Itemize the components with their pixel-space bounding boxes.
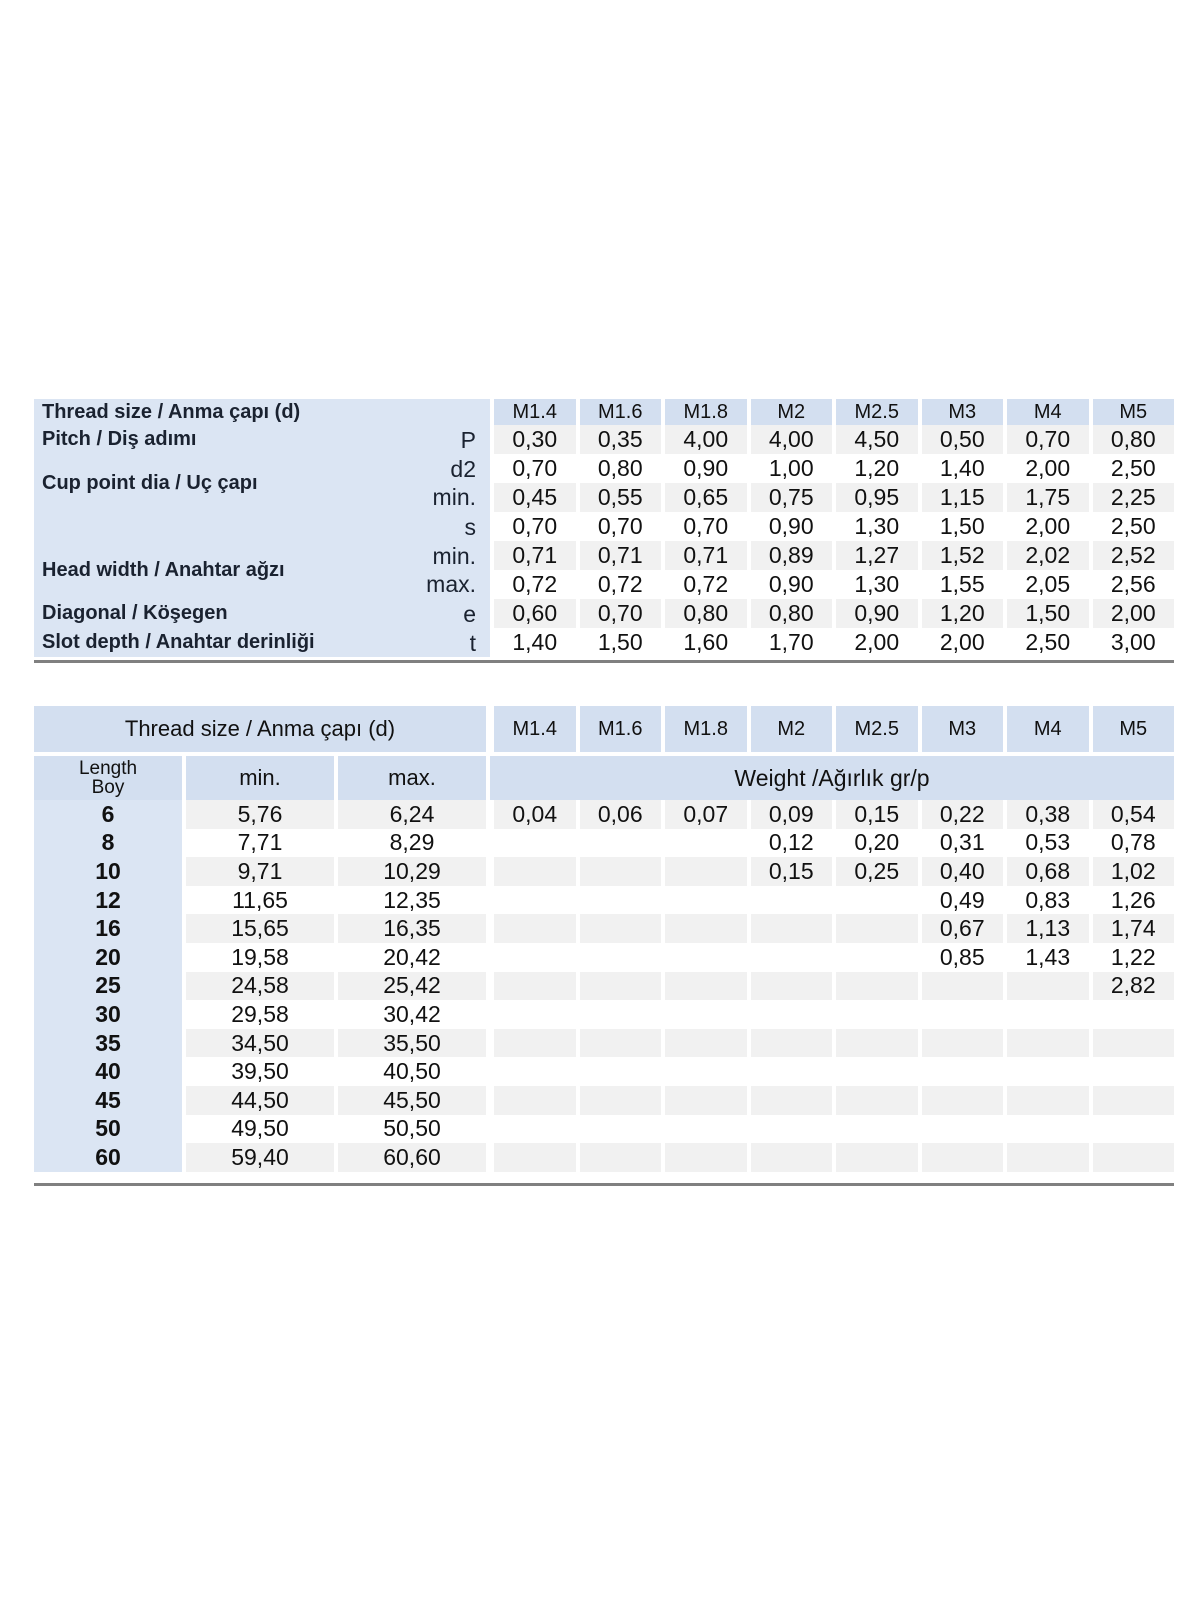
weight-value: 1,02 xyxy=(1089,857,1175,886)
weight-value: 0,85 xyxy=(918,943,1004,972)
dimension-value: 0,72 xyxy=(490,570,576,599)
weight-value: 0,07 xyxy=(661,800,747,829)
thread-size-label: Thread size / Anma çapı (d) xyxy=(34,399,490,425)
size-header: M4 xyxy=(1003,706,1089,752)
row-symbol-group xyxy=(426,542,476,598)
row-label: Diagonal / Köşegen xyxy=(42,602,228,624)
weight-value xyxy=(576,914,662,943)
dimension-value: 1,27 xyxy=(832,541,918,570)
weight-value xyxy=(490,943,576,972)
dimension-value: 0,80 xyxy=(661,599,747,628)
weight-value xyxy=(918,1143,1004,1172)
dimension-value: 1,30 xyxy=(832,570,918,599)
row-label-cell xyxy=(34,425,490,454)
row-symbol: t xyxy=(469,629,476,656)
weight-value xyxy=(832,886,918,915)
weight-value xyxy=(1003,1000,1089,1029)
weight-value xyxy=(747,972,833,1001)
dimension-value: 0,70 xyxy=(1003,425,1089,454)
dimension-value: 1,60 xyxy=(661,628,747,657)
row-symbol: s xyxy=(464,513,476,540)
dimension-value: 1,40 xyxy=(490,628,576,657)
weight-value xyxy=(1003,1086,1089,1115)
weight-value xyxy=(747,1086,833,1115)
weight-value xyxy=(1089,1086,1175,1115)
length-value: 50 xyxy=(34,1115,182,1144)
weight-value: 0,22 xyxy=(918,800,1004,829)
weight-value xyxy=(747,943,833,972)
row-label: Head width / Anahtar ağzı xyxy=(42,558,285,581)
length-value: 45 xyxy=(34,1086,182,1115)
weight-value xyxy=(832,1000,918,1029)
weight-value xyxy=(576,1029,662,1058)
dimension-value: 0,75 xyxy=(747,483,833,512)
weight-value xyxy=(832,1029,918,1058)
dimension-value: 0,71 xyxy=(490,541,576,570)
weight-value xyxy=(918,1057,1004,1086)
size-header: M1.8 xyxy=(661,399,747,425)
weight-value: 0,38 xyxy=(1003,800,1089,829)
weight-value: 1,13 xyxy=(1003,914,1089,943)
row-symbol: e xyxy=(463,600,476,627)
row-label-cell xyxy=(34,454,490,512)
max-value: 25,42 xyxy=(338,972,486,1001)
size-header: M2 xyxy=(747,399,833,425)
weight-value xyxy=(661,1086,747,1115)
length-value: 10 xyxy=(34,857,182,886)
weight-value xyxy=(1089,1115,1175,1144)
weight-value xyxy=(832,1057,918,1086)
weight-header: Weight /Ağırlık gr/p xyxy=(490,756,1174,800)
dimension-value: 0,70 xyxy=(576,599,662,628)
weight-value xyxy=(832,1143,918,1172)
weight-value xyxy=(832,914,918,943)
weight-table-rule xyxy=(34,1183,1174,1186)
size-header: M3 xyxy=(918,706,1004,752)
dimension-value: 0,50 xyxy=(918,425,1004,454)
row-symbol: max. xyxy=(426,571,476,597)
weight-value: 0,15 xyxy=(832,800,918,829)
weight-value: 0,06 xyxy=(576,800,662,829)
boy-label: Boy xyxy=(91,777,125,798)
weight-value xyxy=(661,1057,747,1086)
weight-value xyxy=(490,886,576,915)
weight-value: 0,09 xyxy=(747,800,833,829)
weight-value xyxy=(576,1115,662,1144)
dimension-value: 0,70 xyxy=(490,512,576,541)
max-value: 50,50 xyxy=(338,1115,486,1144)
weight-value: 0,12 xyxy=(747,829,833,858)
weight-value xyxy=(918,972,1004,1001)
weight-value xyxy=(1003,1143,1089,1172)
size-header: M2.5 xyxy=(832,706,918,752)
max-value: 30,42 xyxy=(338,1000,486,1029)
weight-value xyxy=(661,857,747,886)
max-header: max. xyxy=(338,756,486,800)
dimension-value: 2,50 xyxy=(1089,454,1175,483)
min-value: 34,50 xyxy=(186,1029,334,1058)
dimension-value: 0,72 xyxy=(661,570,747,599)
length-value: 20 xyxy=(34,943,182,972)
row-symbol-group xyxy=(465,513,477,541)
dimension-value: 2,00 xyxy=(918,628,1004,657)
dimension-value: 1,55 xyxy=(918,570,1004,599)
dimension-value: 2,25 xyxy=(1089,483,1175,512)
weight-value xyxy=(747,1029,833,1058)
dimension-value: 2,50 xyxy=(1089,512,1175,541)
weight-value xyxy=(1003,1115,1089,1144)
length-value: 25 xyxy=(34,972,182,1001)
size-header: M1.8 xyxy=(661,706,747,752)
row-symbol-group xyxy=(461,426,476,454)
weight-value xyxy=(832,943,918,972)
weight-value xyxy=(747,886,833,915)
size-header: M4 xyxy=(1003,399,1089,425)
length-value: 16 xyxy=(34,914,182,943)
weight-value: 0,67 xyxy=(918,914,1004,943)
weight-value: 0,31 xyxy=(918,829,1004,858)
weight-value: 1,74 xyxy=(1089,914,1175,943)
row-symbol: min. xyxy=(432,484,476,510)
weight-value xyxy=(661,1115,747,1144)
row-label-cell xyxy=(34,599,490,628)
min-value: 7,71 xyxy=(186,829,334,858)
dimension-value: 2,52 xyxy=(1089,541,1175,570)
min-value: 11,65 xyxy=(186,886,334,915)
min-value: 19,58 xyxy=(186,943,334,972)
max-value: 35,50 xyxy=(338,1029,486,1058)
weight-value xyxy=(490,1029,576,1058)
dimension-value: 4,50 xyxy=(832,425,918,454)
min-value: 9,71 xyxy=(186,857,334,886)
row-symbol: min. xyxy=(432,543,476,569)
max-value: 16,35 xyxy=(338,914,486,943)
weight-value xyxy=(576,1143,662,1172)
dimension-value: 0,71 xyxy=(661,541,747,570)
weight-value xyxy=(1089,1029,1175,1058)
dimension-value: 2,05 xyxy=(1003,570,1089,599)
dimension-value: 1,75 xyxy=(1003,483,1089,512)
dimension-value: 0,30 xyxy=(490,425,576,454)
weight-value: 2,82 xyxy=(1089,972,1175,1001)
weight-value xyxy=(576,1057,662,1086)
weight-value xyxy=(490,857,576,886)
dimension-value: 0,89 xyxy=(747,541,833,570)
dimension-value: 1,50 xyxy=(576,628,662,657)
dimension-value: 1,50 xyxy=(1003,599,1089,628)
max-value: 12,35 xyxy=(338,886,486,915)
weight-value xyxy=(1089,1057,1175,1086)
weight-value: 1,26 xyxy=(1089,886,1175,915)
weight-value xyxy=(918,1000,1004,1029)
length-value: 35 xyxy=(34,1029,182,1058)
dimension-value: 1,00 xyxy=(747,454,833,483)
min-value: 5,76 xyxy=(186,800,334,829)
dimension-value: 1,50 xyxy=(918,512,1004,541)
weight-value xyxy=(490,914,576,943)
dimension-value: 0,60 xyxy=(490,599,576,628)
dimension-value: 0,35 xyxy=(576,425,662,454)
row-symbol-group xyxy=(463,600,476,628)
weight-value xyxy=(661,829,747,858)
size-header: M1.6 xyxy=(576,399,662,425)
weight-value xyxy=(576,829,662,858)
weight-value: 0,68 xyxy=(1003,857,1089,886)
weight-value: 0,54 xyxy=(1089,800,1175,829)
weight-value: 0,78 xyxy=(1089,829,1175,858)
dimension-value: 1,40 xyxy=(918,454,1004,483)
dimension-value: 1,70 xyxy=(747,628,833,657)
max-value: 45,50 xyxy=(338,1086,486,1115)
size-header: M5 xyxy=(1089,399,1175,425)
dimension-value: 0,80 xyxy=(576,454,662,483)
weight-value: 0,20 xyxy=(832,829,918,858)
min-value: 59,40 xyxy=(186,1143,334,1172)
dimensions-table-rule xyxy=(34,660,1174,663)
weight-value xyxy=(490,972,576,1001)
weight-value xyxy=(576,886,662,915)
dimension-value: 1,15 xyxy=(918,483,1004,512)
weight-value: 0,83 xyxy=(1003,886,1089,915)
dimension-value: 0,80 xyxy=(1089,425,1175,454)
size-header: M1.4 xyxy=(490,399,576,425)
weight-value xyxy=(576,1086,662,1115)
weight-value xyxy=(490,1115,576,1144)
dimension-value: 3,00 xyxy=(1089,628,1175,657)
weight-value: 0,49 xyxy=(918,886,1004,915)
weight-value xyxy=(747,1143,833,1172)
weight-value xyxy=(1003,1029,1089,1058)
dimension-value: 2,00 xyxy=(1003,454,1089,483)
weight-value: 1,43 xyxy=(1003,943,1089,972)
row-symbol-group xyxy=(433,455,476,511)
size-header: M1.6 xyxy=(576,706,662,752)
min-value: 24,58 xyxy=(186,972,334,1001)
dimension-value: 0,70 xyxy=(576,512,662,541)
weight-value xyxy=(832,972,918,1001)
max-value: 8,29 xyxy=(338,829,486,858)
weight-value xyxy=(490,1057,576,1086)
weight-value xyxy=(918,1115,1004,1144)
weight-value: 0,15 xyxy=(747,857,833,886)
max-value: 20,42 xyxy=(338,943,486,972)
dimension-value: 1,20 xyxy=(918,599,1004,628)
length-value: 40 xyxy=(34,1057,182,1086)
weight-value: 0,25 xyxy=(832,857,918,886)
min-value: 49,50 xyxy=(186,1115,334,1144)
max-value: 40,50 xyxy=(338,1057,486,1086)
dimension-value: 0,90 xyxy=(747,570,833,599)
min-value: 44,50 xyxy=(186,1086,334,1115)
max-value: 60,60 xyxy=(338,1143,486,1172)
min-header: min. xyxy=(186,756,334,800)
dimension-value: 0,55 xyxy=(576,483,662,512)
dimension-value: 1,20 xyxy=(832,454,918,483)
weight-value xyxy=(661,972,747,1001)
weight-value xyxy=(490,1143,576,1172)
min-value: 29,58 xyxy=(186,1000,334,1029)
dimension-value: 4,00 xyxy=(661,425,747,454)
weight-value xyxy=(490,829,576,858)
weight-table xyxy=(34,706,1174,1172)
row-label-cell xyxy=(34,541,490,599)
weight-value xyxy=(661,1000,747,1029)
size-header: M2.5 xyxy=(832,399,918,425)
weight-value xyxy=(1003,1057,1089,1086)
dimension-value: 0,45 xyxy=(490,483,576,512)
dimension-value: 2,00 xyxy=(1003,512,1089,541)
dimension-value: 2,00 xyxy=(1089,599,1175,628)
row-symbol: d2 xyxy=(450,456,476,482)
weight-value xyxy=(576,972,662,1001)
weight-value xyxy=(490,1086,576,1115)
weight-value xyxy=(661,914,747,943)
dimension-value: 0,70 xyxy=(661,512,747,541)
size-header: M3 xyxy=(918,399,1004,425)
weight-value xyxy=(832,1086,918,1115)
weight-value xyxy=(747,1000,833,1029)
dimension-value: 1,30 xyxy=(832,512,918,541)
dimension-value: 0,65 xyxy=(661,483,747,512)
dimension-value: 2,56 xyxy=(1089,570,1175,599)
weight-value xyxy=(661,943,747,972)
dimension-value: 0,71 xyxy=(576,541,662,570)
size-header: M2 xyxy=(747,706,833,752)
max-value: 6,24 xyxy=(338,800,486,829)
weight-value xyxy=(918,1029,1004,1058)
length-value: 60 xyxy=(34,1143,182,1172)
row-label-cell xyxy=(34,512,490,541)
row-symbol: P xyxy=(460,426,476,453)
weight-value xyxy=(1003,972,1089,1001)
row-symbol-group xyxy=(470,629,476,657)
weight-value: 1,22 xyxy=(1089,943,1175,972)
size-header: M5 xyxy=(1089,706,1175,752)
dimension-value: 2,02 xyxy=(1003,541,1089,570)
length-header xyxy=(34,756,182,800)
dimension-value: 0,70 xyxy=(490,454,576,483)
dimension-value: 0,72 xyxy=(576,570,662,599)
length-label: Length xyxy=(78,758,138,779)
weight-value: 0,04 xyxy=(490,800,576,829)
thread-size-label: Thread size / Anma çapı (d) xyxy=(34,706,486,752)
weight-value xyxy=(747,914,833,943)
weight-value xyxy=(1089,1143,1175,1172)
weight-value xyxy=(747,1115,833,1144)
dimension-value: 0,80 xyxy=(747,599,833,628)
weight-value xyxy=(747,1057,833,1086)
weight-value xyxy=(490,1000,576,1029)
weight-value xyxy=(661,1143,747,1172)
row-label: Slot depth / Anahtar derinliği xyxy=(42,631,315,653)
row-label: Cup point dia / Uç çapı xyxy=(42,471,258,494)
length-value: 30 xyxy=(34,1000,182,1029)
dimension-value: 1,52 xyxy=(918,541,1004,570)
dimension-value: 4,00 xyxy=(747,425,833,454)
length-value: 12 xyxy=(34,886,182,915)
min-value: 39,50 xyxy=(186,1057,334,1086)
weight-value xyxy=(1089,1000,1175,1029)
dimension-value: 0,90 xyxy=(832,599,918,628)
weight-value xyxy=(576,1000,662,1029)
dimension-value: 0,95 xyxy=(832,483,918,512)
weight-value xyxy=(918,1086,1004,1115)
weight-value xyxy=(832,1115,918,1144)
min-value: 15,65 xyxy=(186,914,334,943)
max-value: 10,29 xyxy=(338,857,486,886)
weight-value xyxy=(661,886,747,915)
dimensions-table xyxy=(34,399,1174,657)
dimension-value: 2,00 xyxy=(832,628,918,657)
weight-value: 0,53 xyxy=(1003,829,1089,858)
length-value: 8 xyxy=(34,829,182,858)
row-label-cell xyxy=(34,628,490,657)
dimension-value: 0,90 xyxy=(747,512,833,541)
row-label: Pitch / Diş adımı xyxy=(42,428,197,450)
length-value: 6 xyxy=(34,800,182,829)
dimension-value: 2,50 xyxy=(1003,628,1089,657)
weight-value xyxy=(661,1029,747,1058)
weight-value: 0,40 xyxy=(918,857,1004,886)
weight-value xyxy=(576,857,662,886)
size-header: M1.4 xyxy=(490,706,576,752)
weight-value xyxy=(576,943,662,972)
dimension-value: 0,90 xyxy=(661,454,747,483)
